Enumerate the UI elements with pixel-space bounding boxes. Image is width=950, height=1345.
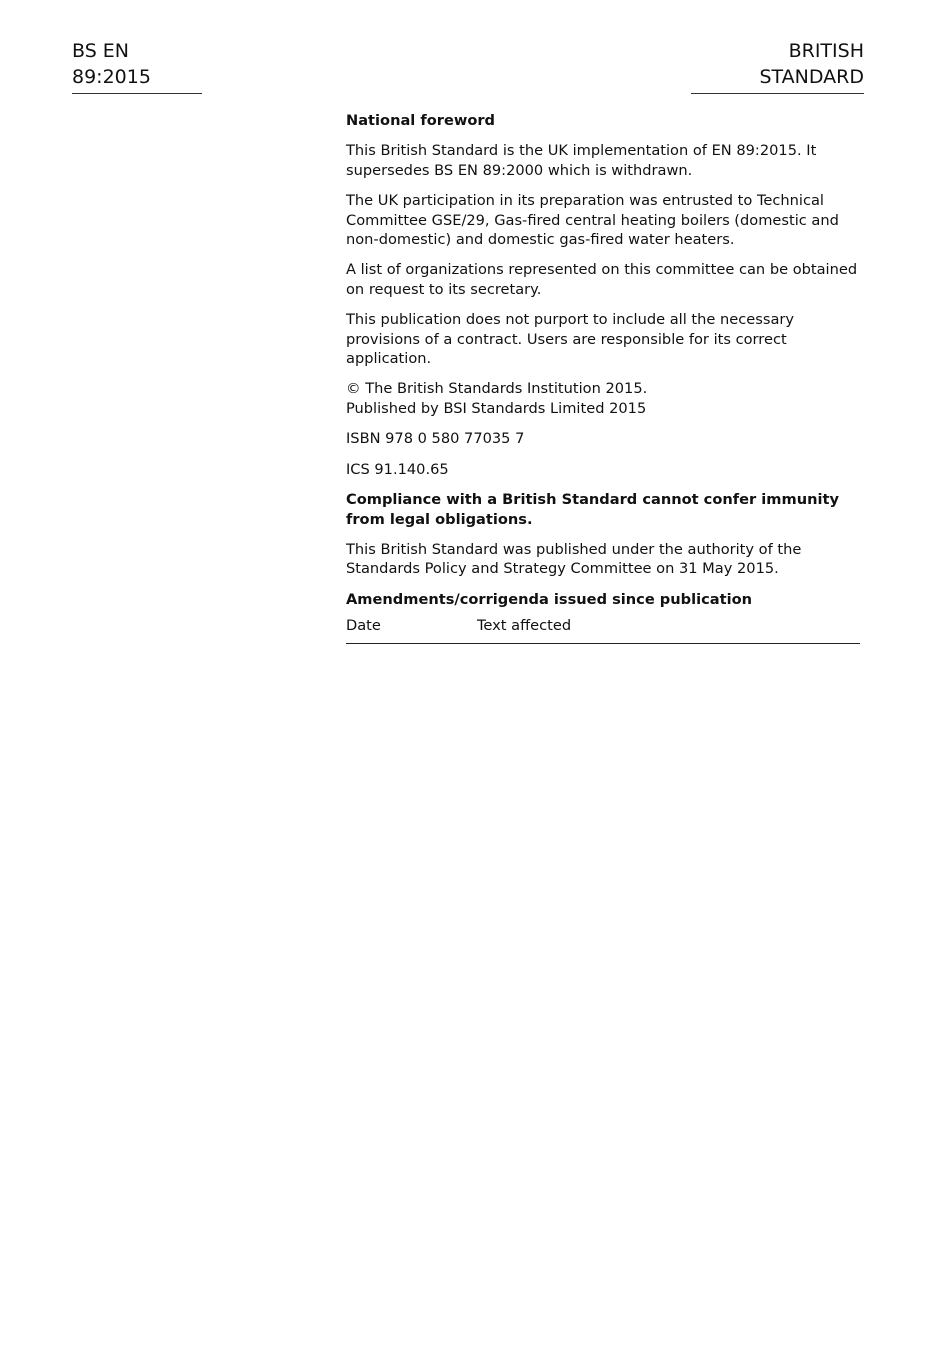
publisher-line: Published by BSI Standards Limited 2015: [346, 399, 647, 417]
foreword-paragraph-supersedes: This British Standard is the UK implementation of EN 89:2015. It supersedes BS EN 89:2000 which is withdrawn.: [346, 142, 817, 179]
copyright-block: [346, 379, 860, 418]
ics-code: ICS 91.140.65: [346, 460, 449, 478]
compliance-statement: Compliance with a British Standard cannot confer immunity from legal obligations.: [346, 491, 839, 528]
foreword-paragraph-disclaimer: This publication does not purport to include all the necessary provisions of a contract. Users are responsible for its correct application.: [346, 311, 795, 368]
column-header-date: Date: [346, 617, 381, 635]
amendments-header-row: [346, 616, 860, 642]
column-header-text-affected: Text affected: [477, 617, 572, 635]
amendments-title: Amendments/corrigenda issued since publication: [346, 590, 752, 608]
foreword-paragraph-committee: The UK participation in its preparation was entrusted to Technical Committee GSE/29, Gas-fired central heating boilers (domestic and non-domestic) and domestic gas-fired water heaters.: [346, 192, 839, 249]
document-number-header: BS EN 89:2015: [72, 38, 202, 94]
foreword-heading: National foreword: [346, 112, 496, 129]
copyright-line: © The British Standards Institution 2015.: [346, 380, 648, 398]
national-foreword-section: [346, 111, 860, 644]
authority-statement: This British Standard was published under the authority of the Standards Policy and Strategy Committee on 31 May 2015.: [346, 540, 802, 578]
foreword-paragraph-organizations: A list of organizations represented on this committee can be obtained on request to its secretary.: [346, 261, 858, 298]
amendments-table: [346, 616, 860, 643]
isbn-number: ISBN 978 0 580 77035 7: [346, 430, 525, 448]
british-standard-header: BRITISH STANDARD: [691, 38, 864, 94]
